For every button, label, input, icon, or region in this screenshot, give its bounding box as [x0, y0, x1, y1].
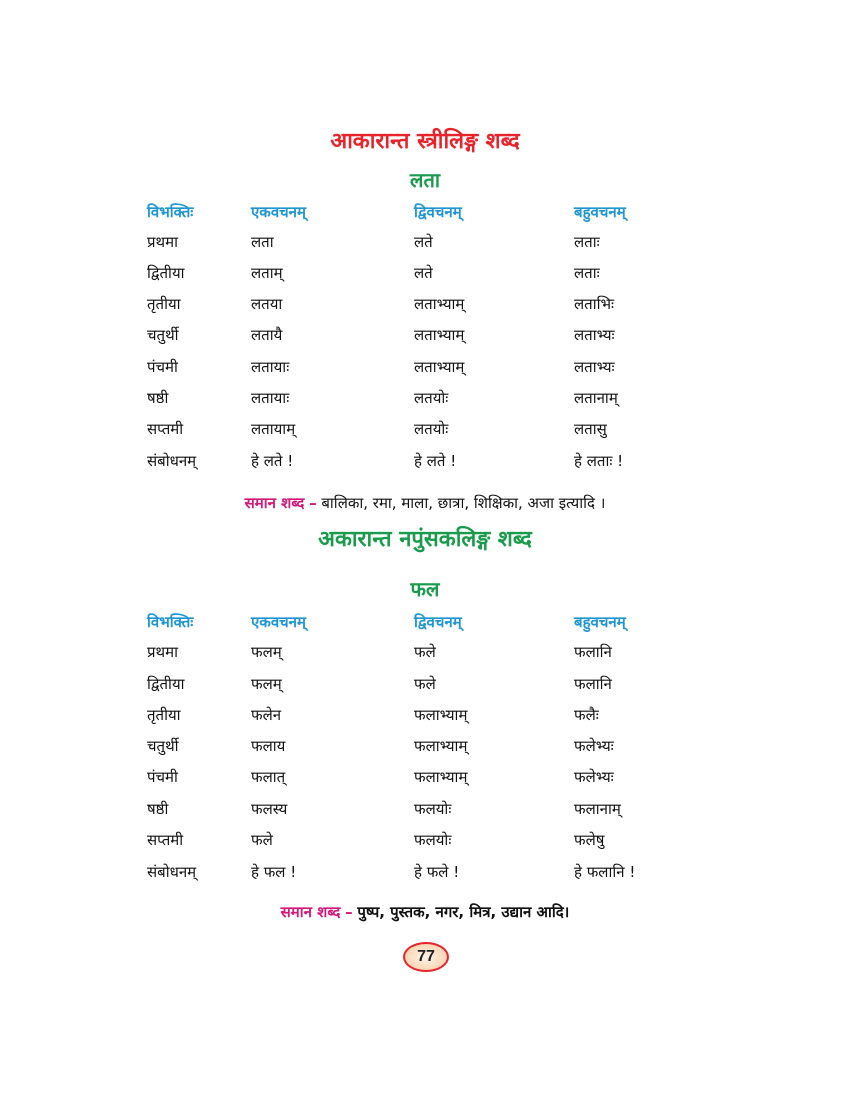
- table-row: [0, 797, 850, 821]
- table-cell: लतयोः: [414, 420, 449, 438]
- table-cell: लताम्: [251, 264, 283, 282]
- table-cell: लताभ्याम्: [414, 358, 465, 376]
- table-row: [0, 765, 850, 789]
- table-cell: हे लताः !: [574, 452, 624, 470]
- table-cell: फलेन: [251, 706, 282, 724]
- table-cell: चतुर्थी: [147, 737, 179, 755]
- section1-similar-words: [0, 491, 850, 515]
- similar-words-label: समान शब्द: [244, 494, 305, 512]
- table-cell: फलाय: [251, 737, 286, 755]
- table-row: [0, 261, 850, 285]
- page-number: 77: [403, 942, 449, 972]
- table-cell: फलयोः: [414, 831, 452, 849]
- table-row: [0, 417, 850, 441]
- table-cell: हे लते !: [251, 452, 294, 470]
- table-cell: फलानि: [574, 675, 612, 693]
- table-cell: सप्तमी: [147, 831, 184, 849]
- section1-title: आकारान्त स्त्रीलिङ्ग शब्द: [330, 129, 520, 154]
- table-cell: फलानाम्: [574, 800, 621, 818]
- table-cell: द्वितीया: [147, 675, 185, 693]
- header-ekavachanam: एकवचनम्: [251, 613, 306, 631]
- table-row: [0, 449, 850, 473]
- table-cell: फलाभ्याम्: [414, 706, 468, 724]
- table-cell: संबोधनम्: [147, 863, 197, 881]
- table-cell: प्रथमा: [147, 233, 178, 251]
- section2-word: फल: [410, 577, 440, 601]
- table-cell: लतयोः: [414, 389, 449, 407]
- table-cell: फलाभ्याम्: [414, 737, 468, 755]
- table-cell: फले: [251, 831, 273, 849]
- similar-words-list: बालिका, रमा, माला, छात्रा, शिक्षिका, अजा इत्यादि ।: [321, 494, 606, 512]
- table-cell: लताभ्यः: [574, 358, 615, 376]
- table-cell: लतया: [251, 295, 283, 313]
- table-cell: फले: [414, 675, 436, 693]
- table-cell: फलात्: [251, 768, 286, 786]
- table-cell: चतुर्थी: [147, 326, 179, 344]
- table-cell: फलस्य: [251, 800, 288, 818]
- header-ekavachanam: एकवचनम्: [251, 203, 306, 221]
- section2-title: अकारान्त नपुंसकलिङ्ग शब्द: [318, 527, 532, 552]
- table-cell: द्वितीया: [147, 264, 185, 282]
- table-cell: लते: [414, 264, 433, 282]
- table-cell: लता: [251, 233, 274, 251]
- table-row: [0, 734, 850, 758]
- table-cell: षष्ठी: [147, 800, 169, 818]
- table-cell: लतायाम्: [251, 420, 296, 438]
- table-cell: फलेभ्यः: [574, 737, 614, 755]
- table-cell: फलम्: [251, 675, 282, 693]
- header-vibhakti: विभक्तिः: [147, 613, 194, 631]
- table-cell: लताभ्याम्: [414, 295, 465, 313]
- table-cell: हे फले !: [414, 863, 460, 881]
- table-cell: फले: [414, 643, 436, 661]
- table-cell: पंचमी: [147, 768, 178, 786]
- table-row: [0, 292, 850, 316]
- table-cell: पंचमी: [147, 358, 178, 376]
- table-row: [0, 386, 850, 410]
- table-cell: लतानाम्: [574, 389, 618, 407]
- header-bahuvachanam: बहुवचनम्: [574, 203, 626, 221]
- table-cell: लताभिः: [574, 295, 615, 313]
- table-header-row: [0, 200, 850, 224]
- similar-words-separator: –: [345, 903, 353, 921]
- table-cell: लताः: [574, 264, 600, 282]
- header-bahuvachanam: बहुवचनम्: [574, 613, 626, 631]
- table-cell: फलेभ्यः: [574, 768, 614, 786]
- table-cell: सप्तमी: [147, 420, 184, 438]
- table-cell: लताभ्याम्: [414, 326, 465, 344]
- table-row: [0, 703, 850, 727]
- similar-words-label: समान शब्द: [280, 903, 341, 921]
- header-dvivachanam: द्विवचनम्: [414, 203, 462, 221]
- header-dvivachanam: द्विवचनम्: [414, 613, 462, 631]
- table-row: [0, 230, 850, 254]
- table-cell: लतासु: [574, 420, 607, 438]
- table-cell: लतायाः: [251, 389, 290, 407]
- table-header-row: [0, 610, 850, 634]
- table-cell: संबोधनम्: [147, 452, 197, 470]
- table-cell: लते: [414, 233, 433, 251]
- table-row: [0, 323, 850, 347]
- table-cell: तृतीया: [147, 295, 181, 313]
- table-cell: लताः: [574, 233, 600, 251]
- table-row: [0, 860, 850, 884]
- table-cell: हे फलानि !: [574, 863, 636, 881]
- similar-words-list: पुष्प, पुस्तक, नगर, मित्र, उद्यान आदि।: [357, 903, 570, 921]
- table-cell: फलेषु: [574, 831, 605, 849]
- table-cell: फलानि: [574, 643, 612, 661]
- table-cell: फलैः: [574, 706, 599, 724]
- table-row: [0, 355, 850, 379]
- table-cell: फलाभ्याम्: [414, 768, 468, 786]
- table-cell: हे लते !: [414, 452, 457, 470]
- section2-similar-words: [0, 900, 850, 924]
- table-cell: लतायै: [251, 326, 283, 344]
- table-cell: लतायाः: [251, 358, 290, 376]
- section1-word: लता: [409, 168, 441, 192]
- table-row: [0, 640, 850, 664]
- table-cell: हे फल !: [251, 863, 297, 881]
- table-cell: लताभ्यः: [574, 326, 615, 344]
- table-cell: फलम्: [251, 643, 282, 661]
- similar-words-separator: –: [309, 494, 317, 512]
- table-cell: षष्ठी: [147, 389, 169, 407]
- table-cell: तृतीया: [147, 706, 181, 724]
- table-cell: प्रथमा: [147, 643, 178, 661]
- table-row: [0, 828, 850, 852]
- table-cell: फलयोः: [414, 800, 452, 818]
- header-vibhakti: विभक्तिः: [147, 203, 194, 221]
- table-row: [0, 672, 850, 696]
